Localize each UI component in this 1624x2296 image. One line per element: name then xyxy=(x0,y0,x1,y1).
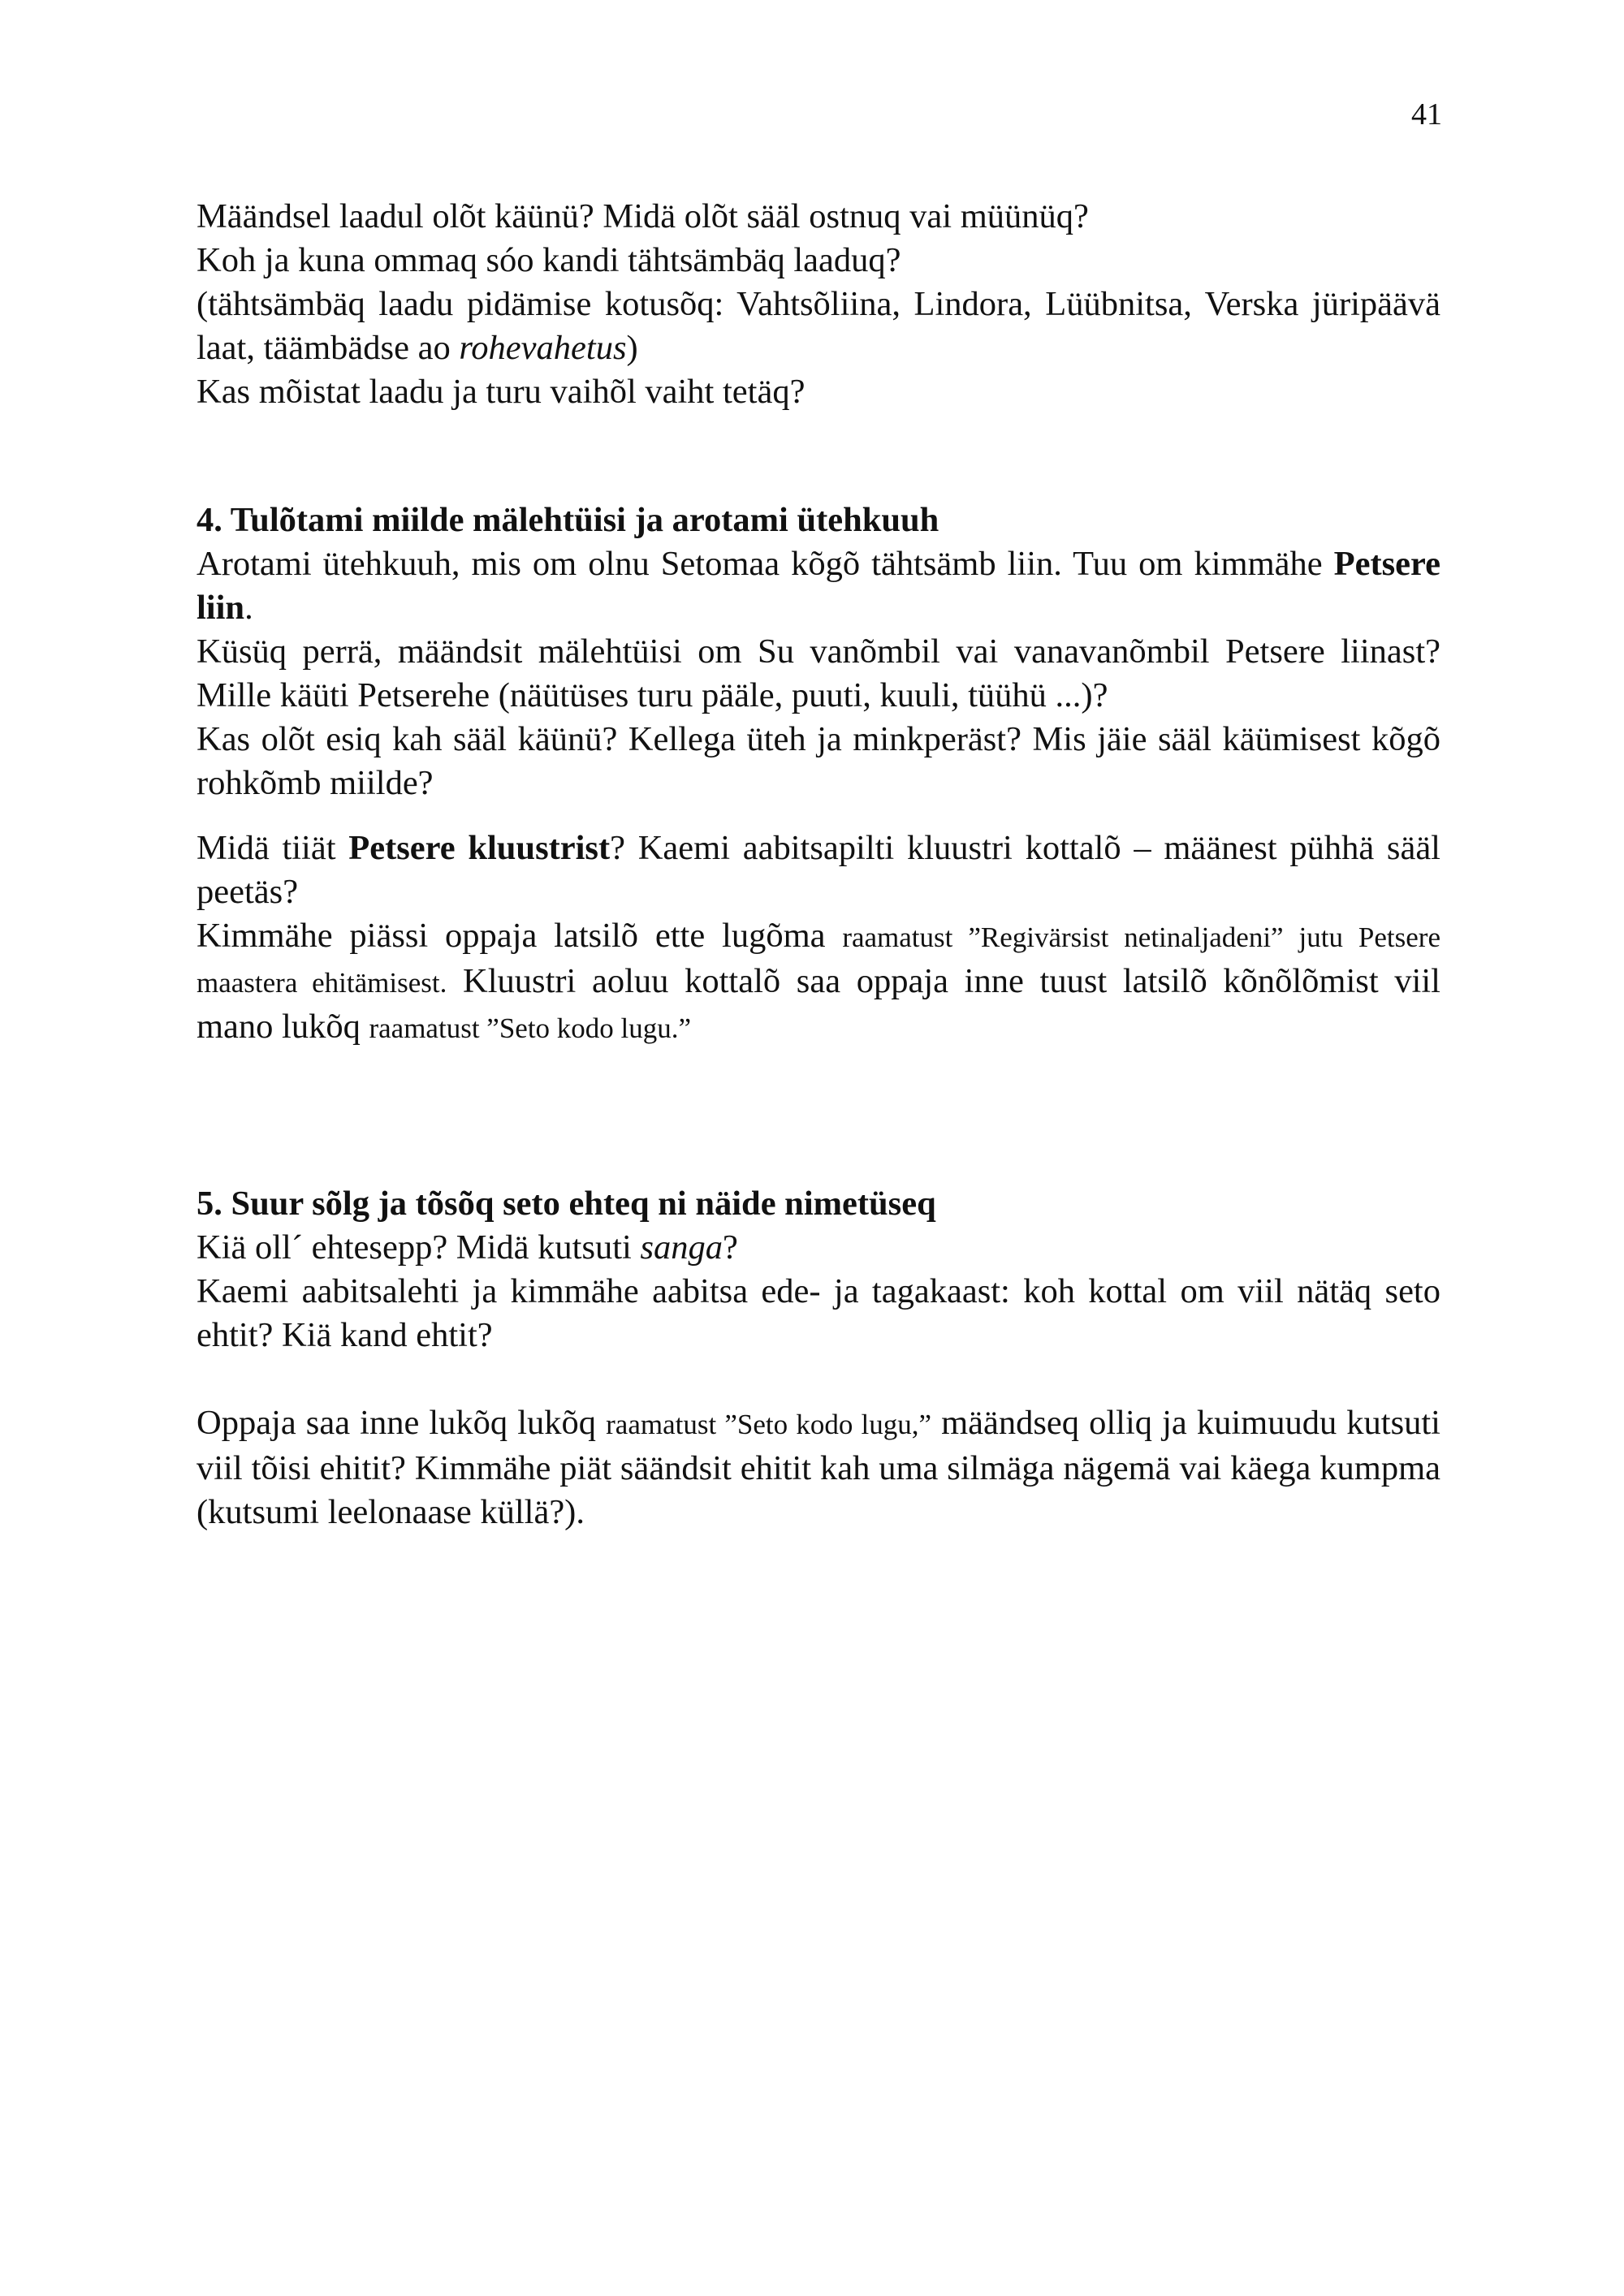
page-content xyxy=(197,195,1440,1534)
paragraph xyxy=(197,542,1440,630)
bold-term: Petsere kluustrist xyxy=(348,829,611,867)
text-span: (tähtsämbäq laadu pidämise kotusõq: Vahtsõliina, Lindora, Lüübnitsa, Verska jüripäävä laat, täämbädse ao xyxy=(197,285,1440,367)
book-reference: raamatust ”Seto kodo lugu,” xyxy=(606,1409,932,1440)
question-line: Kas mõistat laadu ja turu vaihõl vaiht tetäq? xyxy=(197,373,806,411)
section-heading-4: 4. Tulõtami miilde mälehtüisi ja arotami ütehkuuh xyxy=(197,501,939,539)
paragraph xyxy=(197,1401,1440,1534)
paragraph xyxy=(197,826,1440,914)
text-span: ) xyxy=(626,329,638,367)
text-span: Kluustri aoluu kottalõ saa oppaja inne tuust latsilõ kõnõlõmist viil mano lukõq xyxy=(197,962,1440,1046)
text-span: Oppaja saa inne lukõq lukõq xyxy=(197,1404,607,1442)
question-line: Koh ja kuna ommaq sóo kandi tähtsämbäq laaduq? xyxy=(197,241,901,279)
text-span: Kiä oll´ ehtesepp? Midä kutsuti xyxy=(197,1228,641,1267)
market-places-paragraph xyxy=(197,283,1440,370)
italic-term: sanga xyxy=(640,1228,723,1267)
italic-term: rohevahetus xyxy=(459,329,627,367)
page-number: 41 xyxy=(1411,97,1442,132)
text-span: ? xyxy=(723,1228,738,1267)
text-span: ? Kaemi aabitsapilti kluustri kottalõ – määnest pühhä sääl peetäs? xyxy=(197,829,1440,911)
text-span: Arotami ütehkuuh, mis om olnu Setomaa kõgõ tähtsämb liin. Tuu om kimmähe xyxy=(197,545,1334,583)
paragraph: Küsüq perrä, määndsit mälehtüisi om Su vanõmbil vai vanavanõmbil Petsere liinast? Mille käüti Petserehe (näütüses turu pääle, puuti, kuuli, tüühü ...)? xyxy=(197,632,1440,714)
paragraph xyxy=(197,1226,1440,1270)
book-reference: raamatust ”Seto kodo lugu.” xyxy=(369,1012,692,1044)
text-span: Midä tiiät xyxy=(197,829,349,867)
text-span: määndseq olliq ja kuimuudu kutsuti viil tõisi ehitit? Kimmähe piät säändsit ehitit kah uma silmäga nägemä vai käega kumpma (kutsumi leelonaase küllä?). xyxy=(197,1404,1440,1531)
bold-term: Petsere liin xyxy=(197,545,1440,627)
section-heading-5: 5. Suur sõlg ja tõsõq seto ehteq ni näide nimetüseq xyxy=(197,1185,936,1223)
paragraph: Kaemi aabitsalehti ja kimmähe aabitsa ede- ja tagakaast: koh kottal om viil nätäq seto ehtit? Kiä kand ehtit? xyxy=(197,1272,1440,1354)
paragraph: Kas olõt esiq kah sääl käünü? Kellega üteh ja minkperäst? Mis jäie sääl käümisest kõgõ rohkõmb miilde? xyxy=(197,720,1440,802)
text-span: . xyxy=(244,589,253,627)
question-line: Määndsel laadul olõt käünü? Midä olõt sääl ostnuq vai müünüq? xyxy=(197,197,1089,235)
book-reference: raamatust ”Regivärsist netinaljadeni” jutu Petsere maastera ehitämisest. xyxy=(197,921,1440,999)
paragraph xyxy=(197,914,1440,1051)
text-span: Kimmähe piässi oppaja latsilõ ette lugõma xyxy=(197,917,843,955)
